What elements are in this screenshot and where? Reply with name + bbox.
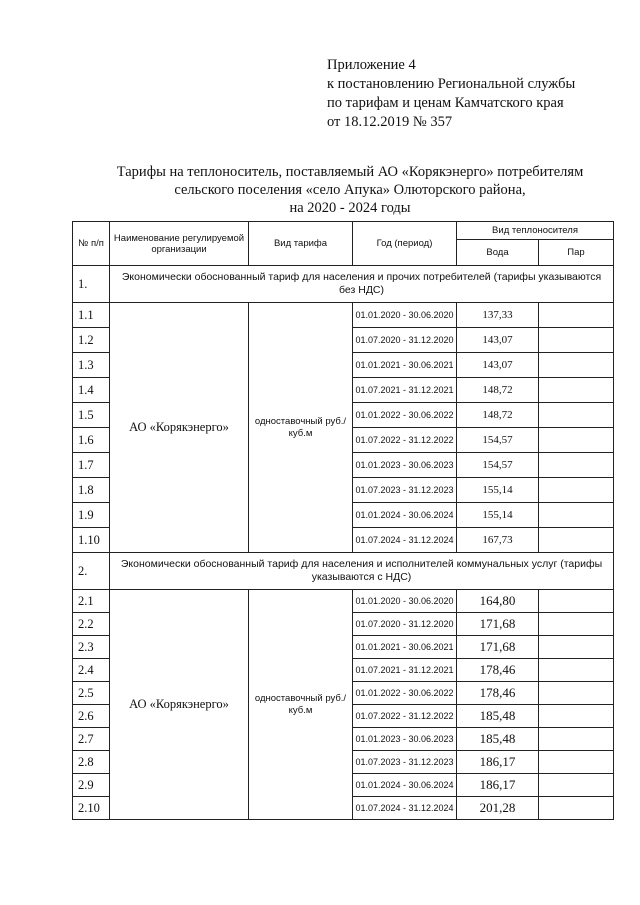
- water-value: 201,28: [457, 797, 539, 820]
- steam-value: [539, 453, 614, 478]
- water-value: 186,17: [457, 774, 539, 797]
- period-cell: 01.07.2024 - 31.12.2024: [353, 528, 457, 553]
- appendix-line: от 18.12.2019 № 357: [327, 114, 453, 130]
- period-cell: 01.01.2022 - 30.06.2022: [353, 682, 457, 705]
- tariff-table: [72, 221, 614, 820]
- row-number: 1.10: [73, 528, 110, 553]
- steam-value: [539, 428, 614, 453]
- steam-value: [539, 682, 614, 705]
- steam-value: [539, 503, 614, 528]
- header-carrier: Вид теплоносителя: [457, 222, 614, 240]
- appendix-line: Приложение 4: [327, 57, 416, 73]
- section-row: [73, 266, 614, 303]
- header-steam: Пар: [539, 240, 614, 266]
- title-line: сельского поселения «село Апука» Олюторского района,: [174, 182, 526, 198]
- row-number: 1.2: [73, 328, 110, 353]
- steam-value: [539, 378, 614, 403]
- water-value: 185,48: [457, 728, 539, 751]
- period-cell: 01.07.2024 - 31.12.2024: [353, 797, 457, 820]
- water-value: 171,68: [457, 636, 539, 659]
- header-period: Год (период): [353, 222, 457, 266]
- row-number: 2.6: [73, 705, 110, 728]
- period-cell: 01.01.2023 - 30.06.2023: [353, 453, 457, 478]
- steam-value: [539, 613, 614, 636]
- steam-value: [539, 478, 614, 503]
- period-cell: 01.01.2021 - 30.06.2021: [353, 636, 457, 659]
- period-cell: 01.07.2021 - 31.12.2021: [353, 659, 457, 682]
- row-number: 2.10: [73, 797, 110, 820]
- steam-value: [539, 328, 614, 353]
- section-title: Экономически обоснованный тариф для населения и прочих потребителей (тарифы указываются без НДС): [110, 266, 614, 303]
- title-line: на 2020 - 2024 годы: [289, 200, 411, 216]
- period-cell: 01.01.2022 - 30.06.2022: [353, 403, 457, 428]
- water-value: 154,57: [457, 453, 539, 478]
- row-number: 2.5: [73, 682, 110, 705]
- water-value: 171,68: [457, 613, 539, 636]
- header-type: Вид тарифа: [249, 222, 353, 266]
- period-cell: 01.07.2021 - 31.12.2021: [353, 378, 457, 403]
- section-title: Экономически обоснованный тариф для населения и исполнителей коммунальных услуг (тарифы указываются с НДС): [110, 553, 614, 590]
- period-cell: 01.01.2024 - 30.06.2024: [353, 503, 457, 528]
- tariff-type: одноставочный руб./куб.м: [249, 590, 353, 820]
- row-number: 2.7: [73, 728, 110, 751]
- row-number: 2.4: [73, 659, 110, 682]
- water-value: 143,07: [457, 353, 539, 378]
- water-value: 178,46: [457, 659, 539, 682]
- row-number: 1.1: [73, 303, 110, 328]
- section-row: [73, 553, 614, 590]
- steam-value: [539, 705, 614, 728]
- water-value: 137,33: [457, 303, 539, 328]
- period-cell: 01.01.2023 - 30.06.2023: [353, 728, 457, 751]
- header-org: Наименование регулируемой организации: [110, 222, 249, 266]
- period-cell: 01.07.2022 - 31.12.2022: [353, 428, 457, 453]
- title-line: Тарифы на теплоноситель, поставляемый АО «Корякэнерго» потребителям: [116, 164, 584, 180]
- steam-value: [539, 403, 614, 428]
- header-water: Вода: [457, 240, 539, 266]
- water-value: 154,57: [457, 428, 539, 453]
- document-title: [60, 163, 640, 217]
- header-num: № п/п: [73, 222, 110, 266]
- row-number: 2.8: [73, 751, 110, 774]
- row-number: 2.3: [73, 636, 110, 659]
- section-number: 1.: [73, 266, 110, 303]
- period-cell: 01.01.2024 - 30.06.2024: [353, 774, 457, 797]
- steam-value: [539, 303, 614, 328]
- table-row: [73, 303, 614, 328]
- appendix-line: к постановлению Региональной службы: [327, 76, 576, 92]
- row-number: 2.1: [73, 590, 110, 613]
- period-cell: 01.01.2020 - 30.06.2020: [353, 590, 457, 613]
- row-number: 2.9: [73, 774, 110, 797]
- tariff-type: одноставочный руб./куб.м: [249, 303, 353, 553]
- water-value: 148,72: [457, 378, 539, 403]
- steam-value: [539, 774, 614, 797]
- period-cell: 01.07.2023 - 31.12.2023: [353, 751, 457, 774]
- appendix-block: [327, 56, 575, 132]
- row-number: 1.7: [73, 453, 110, 478]
- row-number: 2.2: [73, 613, 110, 636]
- appendix-line: по тарифам и ценам Камчатского края: [327, 95, 564, 111]
- water-value: 186,17: [457, 751, 539, 774]
- period-cell: 01.01.2020 - 30.06.2020: [353, 303, 457, 328]
- water-value: 178,46: [457, 682, 539, 705]
- table-row: [73, 590, 614, 613]
- period-cell: 01.07.2023 - 31.12.2023: [353, 478, 457, 503]
- water-value: 148,72: [457, 403, 539, 428]
- steam-value: [539, 659, 614, 682]
- row-number: 1.4: [73, 378, 110, 403]
- period-cell: 01.01.2021 - 30.06.2021: [353, 353, 457, 378]
- water-value: 164,80: [457, 590, 539, 613]
- steam-value: [539, 797, 614, 820]
- water-value: 155,14: [457, 478, 539, 503]
- row-number: 1.8: [73, 478, 110, 503]
- steam-value: [539, 590, 614, 613]
- water-value: 155,14: [457, 503, 539, 528]
- period-cell: 01.07.2020 - 31.12.2020: [353, 328, 457, 353]
- org-name: АО «Корякэнерго»: [110, 303, 249, 553]
- water-value: 143,07: [457, 328, 539, 353]
- steam-value: [539, 728, 614, 751]
- steam-value: [539, 528, 614, 553]
- section-number: 2.: [73, 553, 110, 590]
- row-number: 1.6: [73, 428, 110, 453]
- steam-value: [539, 353, 614, 378]
- row-number: 1.5: [73, 403, 110, 428]
- period-cell: 01.07.2022 - 31.12.2022: [353, 705, 457, 728]
- water-value: 185,48: [457, 705, 539, 728]
- row-number: 1.3: [73, 353, 110, 378]
- row-number: 1.9: [73, 503, 110, 528]
- org-name: АО «Корякэнерго»: [110, 590, 249, 820]
- water-value: 167,73: [457, 528, 539, 553]
- period-cell: 01.07.2020 - 31.12.2020: [353, 613, 457, 636]
- steam-value: [539, 751, 614, 774]
- steam-value: [539, 636, 614, 659]
